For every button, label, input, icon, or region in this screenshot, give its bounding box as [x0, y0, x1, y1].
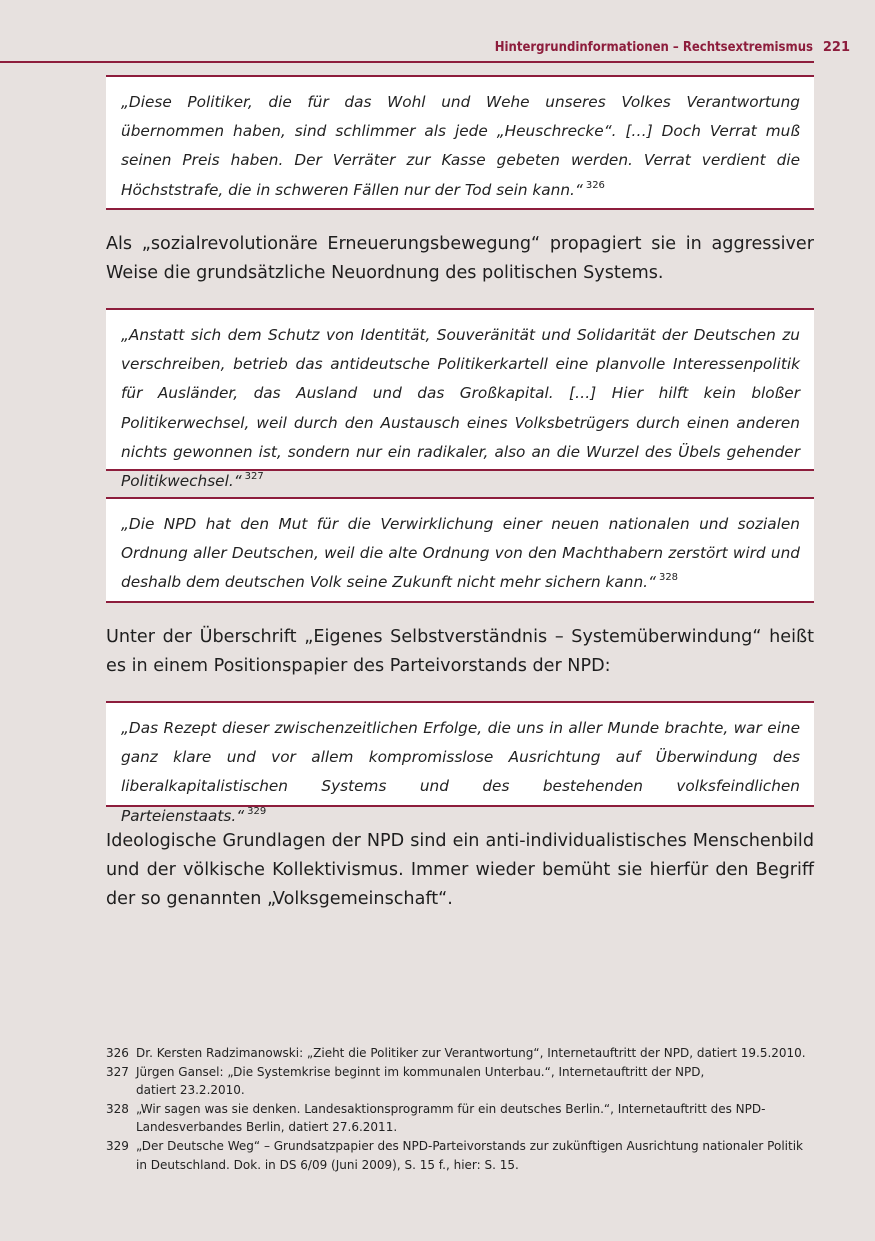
footnote-number: 326: [106, 1046, 129, 1060]
footnote: [106, 1063, 816, 1100]
body-paragraph: Ideologische Grundlagen der NPD sind ein anti-individualistisches Menschenbild und der völkische Kollektivismus. Immer wieder bemüht sie hierfür den Begriff der so genannten „Volksgemeinschaft“.: [106, 831, 814, 909]
footnote-text: Jürgen Gansel: „Die Systemkrise beginnt im kommunalen Unterbau.“, Internetauftritt der NPD, datiert 23.2.2010.: [136, 1064, 705, 1098]
footnote: [106, 1137, 816, 1174]
footnote-ref: 328: [658, 572, 679, 584]
footnote: [106, 1100, 816, 1137]
footnote-ref: 326: [585, 179, 605, 191]
footnote-number: 328: [106, 1101, 129, 1116]
quote-box-326: [106, 75, 814, 210]
footnote-number: 329: [106, 1138, 129, 1153]
quote-text: „Diese Politiker, die für das Wohl und Wehe unseres Volkes Verantwortung übernommen haben, sind schlimmer als jede „Heuschrecke“. […] Doch Verrat muß seinen Preis haben. Der Verräter zur Kasse gebeten werden. Verrat verdient die Höchststrafe, die in schweren Fällen nur der Tod sein kann.“: [121, 93, 800, 199]
quote-box-327: [106, 308, 814, 491]
footnote-text: Dr. Kersten Radzimanowski: „Zieht die Politiker zur Verantwortung“, Internetauftritt der NPD, datiert 19.5.2010.: [136, 1046, 806, 1060]
footnote-text: „Der Deutsche Weg“ – Grundsatzpapier des NPD-Parteivorstands zur zukünftigen Ausrichtung nationaler Politik in Deutschland. Dok. in DS 6/09 (Juni 2009), S. 15 f., hier: S. 15.: [136, 1138, 803, 1172]
body-paragraph: Unter der Überschrift „Eigenes Selbstverständnis – Systemüberwindung“ heißt es in einem Positionspapier des Parteivorstands der NPD:: [106, 627, 814, 676]
footnote-ref: 327: [244, 471, 264, 483]
footnote-ref: 329: [247, 805, 267, 817]
footnote-text: „Wir sagen was sie denken. Landesaktionsprogramm für ein deutsches Berlin.“, Internetauftritt des NPD-Landesverbandes Berlin, datiert 27.6.2011.: [136, 1101, 766, 1135]
quote-text: „Anstatt sich dem Schutz von Identität, Souveränität und Solidarität der Deutschen zu verschreiben, betrieb das antideutsche Politikerkartell eine planvolle Interessenpolitik für Ausländer, das Ausland und das Großkapital. […] Hier hilft kein bloßer Politikerwechsel, weil durch den Austausch eines Volksbetrügers durch einen anderen nichts gewonnen ist, sondern nur ein radikaler, also an die Wurzel des Übels gehender Politikwechsel.“: [121, 326, 800, 491]
footnote: [106, 1044, 816, 1063]
quote-text: „Die NPD hat den Mut für die Verwirklichung einer neuen nationalen und sozialen Ordnung aller Deutschen, weil die alte Ordnung von den Machthabern zerstört wird und deshalb dem deutschen Volk seine Zukunft nicht mehr sichern kann.“: [121, 515, 800, 592]
header-rule: [0, 61, 814, 63]
header-title: Hintergrundinformationen – Rechtsextremismus: [494, 40, 813, 55]
footnotes: [106, 1044, 816, 1174]
body-paragraph: Als „sozialrevolutionäre Erneuerungsbewegung“ propagiert sie in aggressiver Weise die grundsätzliche Neuordnung des politischen Systems.: [106, 234, 814, 283]
quote-box-329: [106, 701, 814, 825]
quote-box-328: [106, 497, 814, 603]
running-header: [0, 38, 875, 64]
quote-text: „Das Rezept dieser zwischenzeitlichen Erfolge, die uns in aller Munde brachte, war eine ganz klare und vor allem kompromisslose Ausrichtung auf Überwindung des liberalkapitalistischen Systems und des bestehenden volksfeindlichen Parteienstaats.“: [121, 719, 800, 825]
footnote-number: 327: [106, 1064, 129, 1079]
page-number: 221: [822, 40, 850, 55]
